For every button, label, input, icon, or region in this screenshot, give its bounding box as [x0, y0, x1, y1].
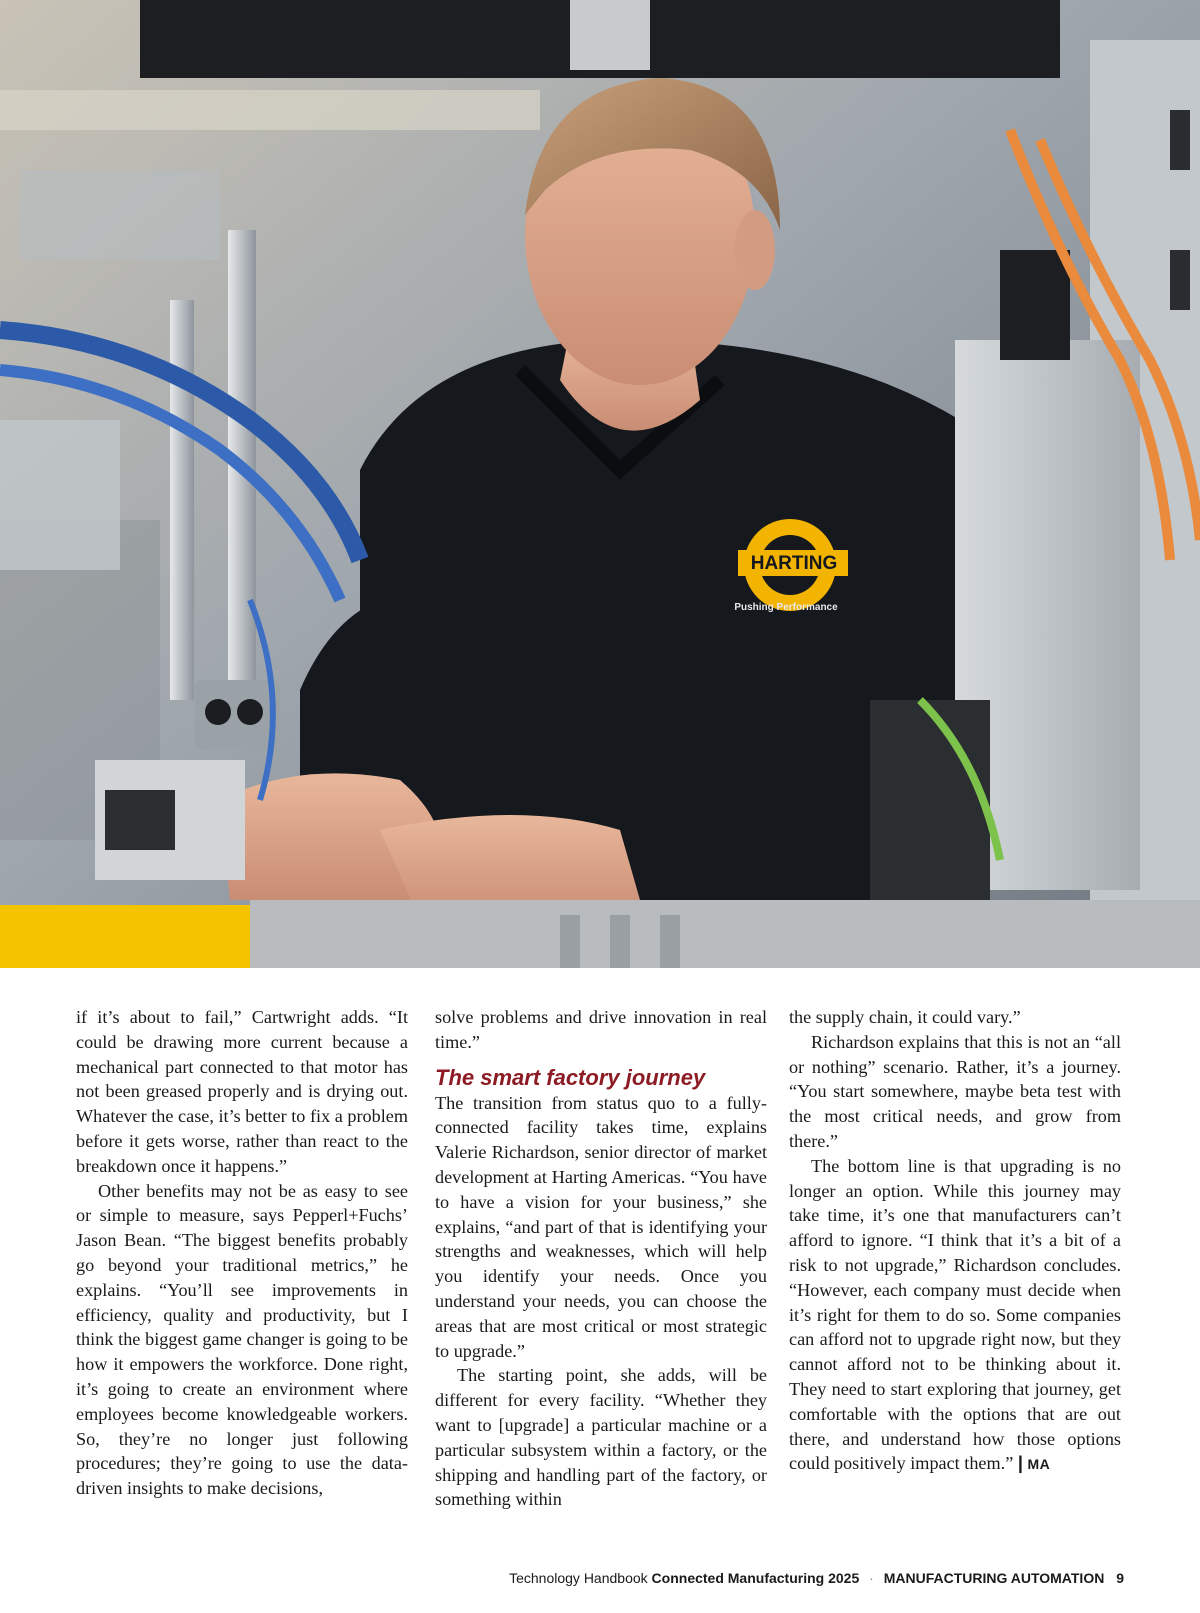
body-paragraph-final: [789, 1154, 1121, 1477]
footer-separator: ·: [869, 1570, 874, 1586]
page-footer: [509, 1570, 1124, 1586]
body-paragraph: Other benefits may not be as easy to see or simple to measure, says Pepperl+Fuchs’ Jason Bean. “The biggest benefits probably go beyond your traditional metrics,” he explains. “You’ll see improvements in efficiency, quality and productivity, but I think the biggest game changer is going to be how it empowers the workforce. Done right, it’s going to create an environment where employees become knowledgeable workers. So, they’re no longer just following procedures; they’re going to use the data-driven insights to make decisions,: [76, 1180, 408, 1499]
end-separator: |: [1017, 1453, 1023, 1474]
article-column-2: [435, 1005, 767, 1512]
page-number: 9: [1116, 1570, 1124, 1586]
footer-magazine: MANUFACTURING AUTOMATION: [883, 1570, 1105, 1586]
footer-handbook: Technology Handbook: [509, 1570, 648, 1586]
body-paragraph-text: The bottom line is that upgrading is no longer an option. While this journey may take time, it’s one that manufacturers can’t afford to ignore. “I think that it’s a bit of a risk to not upgrade,” Richardson concludes. “However, each company must decide when it’s right for them to do so. Some companies can afford not to upgrade right now, but they cannot afford not to be thinking about it. They need to start exploring that journey, get comfortable with the options that are out there, and understand how those options could positively impact them.”: [789, 1155, 1121, 1474]
shirt-tagline-text: Pushing Performance: [734, 602, 838, 613]
footer-issue: Connected Manufacturing 2025: [651, 1570, 860, 1586]
article-column-1: [76, 1005, 408, 1501]
end-mark: MA: [1027, 1456, 1051, 1473]
body-paragraph: The starting point, she adds, will be different for every facility. “Whether they want to [upgrade] a particular machine or a particular subsystem within a factory, or the shipping and handling part of the factory, or something within: [435, 1365, 767, 1510]
body-paragraph: The transition from status quo to a fully-connected facility takes time, explains Valerie Richardson, senior director of market development at Harting Americas. “You have to have a vision for your business,” she explains, “and part of that is identifying your strengths and weaknesses, which will help you identify your needs. Once you understand your needs, you can choose the areas that are most critical or most strategic to upgrade.”: [435, 1092, 767, 1361]
body-paragraph: the supply chain, it could vary.”: [789, 1007, 1021, 1027]
body-paragraph: if it’s about to fail,” Cartwright adds. “It could be drawing more current because a mechanical part connected to that motor has not been greased properly and is drying out. Whatever the case, it’s better to fix a problem before it gets worse, rather than react to the breakdown once it happens.”: [76, 1007, 408, 1176]
body-paragraph: solve problems and drive innovation in real time.”: [435, 1007, 767, 1052]
section-subhead: The smart factory journey: [435, 1064, 706, 1090]
article-column-3: [789, 1005, 1121, 1477]
body-paragraph: Richardson explains that this is not an “all or nothing” scenario. Rather, it’s a journey. “You start somewhere, maybe beta test with the most critical needs, and grow from there.”: [789, 1031, 1121, 1151]
shirt-logo-text: HARTING: [750, 553, 838, 574]
